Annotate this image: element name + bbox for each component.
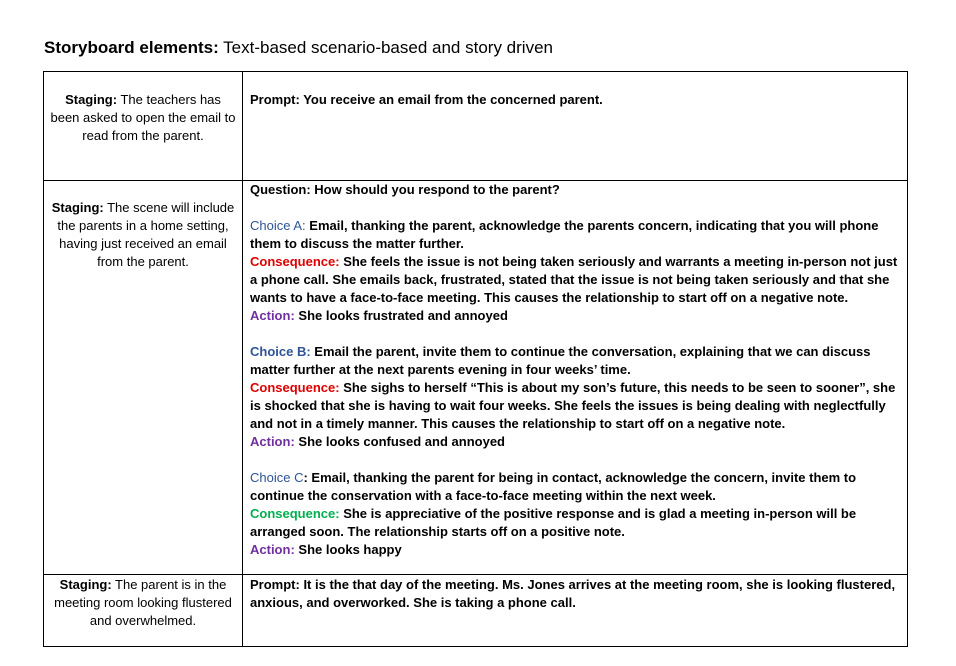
content-cell [243, 575, 908, 647]
staging-label: Staging: [51, 200, 104, 215]
consequence-text: She feels the issue is not being taken seriously and warrants a meeting in-person not just a phone call. She emails back, frustrated, stated that the issue is not being taken seriously and that she wants to have a face-to-face meeting. This causes the relationship to start off on a negative note. [250, 254, 898, 305]
staging-label: Staging: [65, 92, 118, 107]
table-row [44, 181, 908, 575]
choice-text: Email the parent, invite them to continue the conversation, explaining that we can discuss matter further at the next parents evening in four weeks’ time. [250, 344, 871, 377]
action-text: She looks happy [294, 542, 402, 557]
title-rest: Text-based scenario-based and story driven [218, 38, 553, 57]
action-text: She looks confused and annoyed [294, 434, 505, 449]
choice-label: Choice B: [250, 344, 311, 359]
action-label: Action: [250, 308, 295, 323]
choice-colon: : [303, 470, 308, 485]
consequence-label: Consequence: [250, 506, 340, 521]
consequence-text: She sighs to herself “This is about my son’s future, this needs to be seen to sooner”, she is shocked that she is having to wait four weeks. She feels the issues is being dealing with neglectfully and not in a timely manner. This causes the relationship to start off on a negative note. [250, 380, 896, 431]
question-text: Question: How should you respond to the parent? [250, 182, 560, 197]
choice-block [250, 217, 901, 325]
choice-label: Choice C [250, 470, 304, 485]
title-bold: Storyboard elements: [44, 38, 219, 57]
staging-cell [44, 181, 243, 575]
prompt-text: Prompt: It is the that day of the meeting. Ms. Jones arrives at the meeting room, she is looking flustered, anxious, and overworked. She is taking a phone call. [250, 577, 896, 610]
staging-cell [44, 72, 243, 181]
staging-text: The scene will include the parents in a home setting, having just received an email from the parent. [57, 200, 235, 269]
consequence-label: Consequence: [250, 380, 340, 395]
table-row [44, 72, 908, 181]
staging-text: The parent is in the meeting room looking flustered and overwhelmed. [54, 577, 232, 628]
choice-text: Email, thanking the parent, acknowledge the parents concern, indicating that you will phone them to discuss the matter further. [250, 218, 879, 251]
choice-text: Email, thanking the parent for being in contact, acknowledge the concern, invite them to continue the conservation with a face-to-face meeting within the next week. [250, 470, 857, 503]
consequence-text: She is appreciative of the positive response and is glad a meeting in-person will be arranged soon. The relationship starts off on a positive note. [250, 506, 857, 539]
staging-cell [44, 575, 243, 647]
choice-block [250, 469, 901, 559]
storyboard-table [43, 71, 908, 647]
staging-text: The teachers has been asked to open the email to read from the parent. [50, 92, 236, 143]
action-text: She looks frustrated and annoyed [294, 308, 508, 323]
choice-label: Choice A: [250, 218, 306, 233]
action-label: Action: [250, 434, 295, 449]
page-title [44, 38, 553, 58]
consequence-label: Consequence: [250, 254, 340, 269]
prompt-text: Prompt: You receive an email from the concerned parent. [250, 92, 603, 107]
staging-label: Staging: [59, 577, 112, 592]
choice-block [250, 343, 901, 451]
content-cell [243, 181, 908, 575]
content-cell [243, 72, 908, 181]
action-label: Action: [250, 542, 295, 557]
table-row [44, 575, 908, 647]
